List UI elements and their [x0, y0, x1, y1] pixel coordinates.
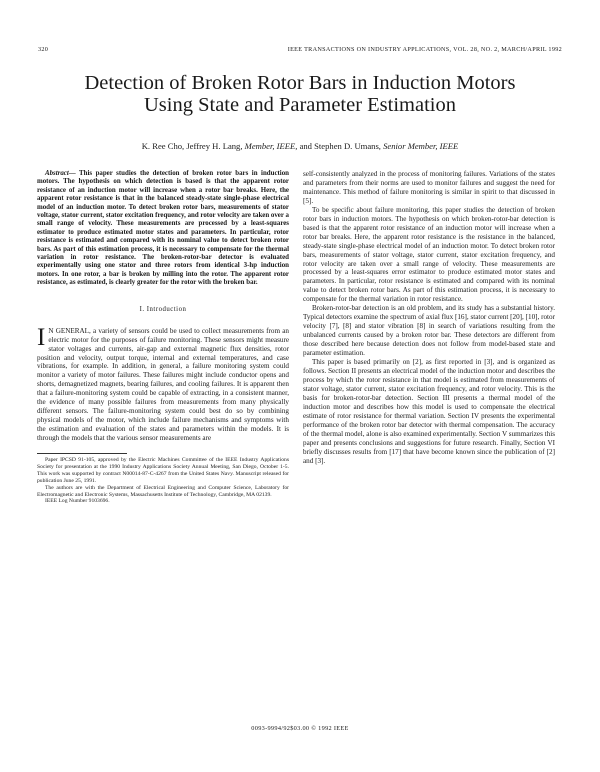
author-line — [40, 141, 560, 151]
copyright-identifier: 0093-9994/92$03.00 © 1992 IEEE — [251, 725, 349, 732]
author-role-2: Senior Member, IEEE — [383, 141, 459, 151]
paragraph-history: Broken-rotor-bar detection is an old problem, and its study has a substantial history. Typical detectors examine the spectrum of axial flux [16], stator current [20], [10], rotor velocity [7], [8] and stator vibration [8] in search of variations resulting from the unbalanced currents caused by a broken rotor bar. These detectors are different from those described here because detection does not follow from model-based state and parameter estimation. — [303, 304, 555, 358]
right-column — [303, 170, 555, 465]
author-names-1: K. Ree Cho, Jeffrey H. Lang, — [141, 141, 243, 151]
page-number: 320 — [38, 46, 49, 53]
abstract — [37, 170, 289, 288]
footnote-affiliation: The authors are with the Department of Electrical Engineering and Computer Science, Laboratory for Electromagnetic and Electronic Systems, Massachusetts Institute of Technology, Cambridge, MA 02139. — [37, 484, 289, 498]
footnote-log-number: IEEE Log Number 9103696. — [45, 498, 110, 505]
paragraph-continued: self-consistently analyzed in the process of monitoring failures. Variations of the states and parameters from their norms are used to monitor failures and suggest the need for maintenance. This method of failure monitoring is similar in spirit to that discussed in [5]. — [303, 170, 555, 205]
author-names-2: and Stephen D. Umans, — [299, 141, 381, 151]
running-header — [38, 46, 562, 58]
intro-text: N GENERAL, a variety of sensors could be used to collect measurements from an electric motor for the purposes of failure monitoring. These sensors might measure stator voltages and currents, air-gap and external magnetic flux densities, rotor position and velocity, output torque, internal and external temperatures, and case vibrations, for example. In addition, in general, a failure monitoring system could monitor a variety of motor failures. These failures might include conductor opens and shorts, demagnetized magnets, bearing failures, and cooling failures. It is apparent then that a failure-monitoring system could be capable of extracting, in a consistent manner, the evidence of many possible failures from measurements from many physically different sensors. The failure-monitoring system could best do so by combining physical models of the motor, which include failure mechanisms and symptoms with the estimation and evaluation of the states and parameters within the models. It is through the models that the various sensor measurements are — [37, 326, 289, 443]
footnote-rule — [37, 453, 127, 454]
section-heading-intro: I. Introduction — [139, 305, 187, 313]
paragraph-organization: This paper is based primarily on [2], as first reported in [3], and is organized as follows. Section II presents an electrical model of the induction motor and describes the process by which the rotor resistance in that model is estimated from measurements of stator voltage, stator current, stator excitation frequency, and rotor velocity. This is the basis for broken-rotor-bar detection. Section III presents a thermal model of the induction motor and describes how this model is used to compensate the electrical estimate of rotor resistance for thermal variation. Section IV presents the experimental performance of the broken rotor bar detector with thermal compensation. The accuracy of the thermal model, alone is also examined experimentally. Section V summarizes this paper and presents conclusions and suggestions for future research. Finally, Section VI briefly discusses results from [17] that have become known since the publication of [2] and [3]. — [303, 358, 555, 465]
paragraph-detection: To be specific about failure monitoring, this paper studies the detection of broken rotor bars in induction motors. The hypothesis on which broken-rotor-bar detection is based is that the apparent rotor resistance of an induction motor will increase when a rotor bar breaks. Here, the apparent rotor resistance is the resistance in the balanced, steady-state single-phase electrical model of an induction motor. To detect broken rotor bars, measurements of stator voltage, stator current, stator excitation frequency, and rotor velocity are taken over a small range of velocity. These measurements are processed by a least-squares error estimator to produce estimated motor states and parameters. In particular, rotor resistance is estimated and compared with its nominal value to detect broken rotor bars. As part of this estimation process, it is necessary to compensate for the thermal variation in rotor resistance. — [303, 205, 555, 304]
abstract-label: Abstract — [45, 170, 69, 177]
paper-title: Detection of Broken Rotor Bars in Induction Motors Using State and Parameter Estimation — [84, 72, 516, 116]
intro-paragraph — [37, 323, 289, 443]
abstract-text: — This paper studies the detection of broken rotor bars in induction motors. The hypothesis on which detection is based is that the apparent rotor resistance of an induction motor will increase when a rotor bar breaks. Here, the apparent rotor resistance is that in the balanced steady-state single-phase electrical model of an induction motor. To detect broken rotor bars, measurements of stator voltage, stator current, stator excitation frequency, and rotor velocity are taken over a small range of velocity. These measurements are processed by a least-squares estimator to produce estimated motor states and parameters. In particular, rotor resistance is estimated and compared with its nominal value to detect broken rotor bars. As part of this estimation process, it is necessary to compensate for the thermal variation in rotor resistance. The broken-rotor-bar detector is evaluated experimentally using one stator and three rotors from identical 3-hp induction motors. In one rotor, a bar is broken by milling into the rotor. The apparent rotor resistance, as estimated, is clearly greater for the rotor with the broken bar. — [37, 170, 289, 287]
author-role-1: Member, IEEE, — [244, 141, 298, 151]
footnote-manuscript: Paper IPCSD 91-105, approved by the Electric Machines Committee of the IEEE Industry Applications Society for presentation at the 1990 Industry Applications Society Annual Meeting, San Diego, October 1-5. This work was supported by contract N00014-87-C-4267 from the United States Navy. Manuscript released for publication June 25, 1991. — [37, 457, 289, 484]
drop-cap: I — [37, 323, 46, 351]
left-column — [37, 170, 289, 505]
journal-line: IEEE TRANSACTIONS ON INDUSTRY APPLICATIONS, VOL. 28, NO. 2, MARCH/APRIL 1992 — [287, 46, 562, 53]
